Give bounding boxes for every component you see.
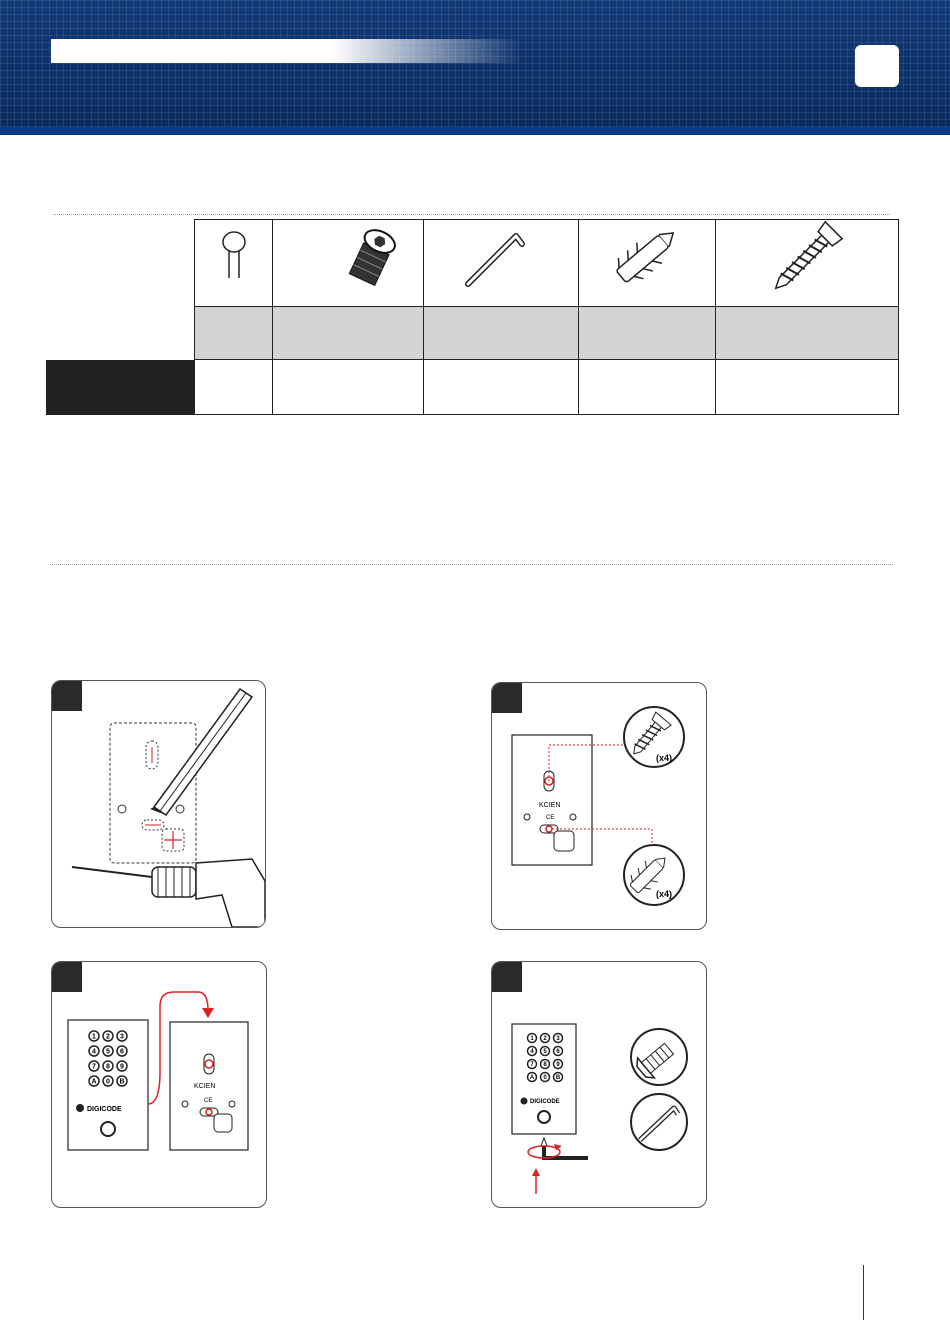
keypad-key-label: A bbox=[529, 1075, 535, 1082]
keypad-key-label: 4 bbox=[92, 1048, 96, 1056]
keypad-key-label: 1 bbox=[530, 1036, 534, 1043]
part-name-cell bbox=[273, 307, 424, 360]
part-quantity-cell bbox=[716, 360, 899, 415]
keypad-key-label: 8 bbox=[543, 1062, 547, 1069]
allen-key-icon bbox=[424, 220, 578, 306]
socket-screw-cell bbox=[273, 220, 424, 307]
keypad-key-label: 3 bbox=[556, 1036, 560, 1043]
wood-screw-icon bbox=[716, 220, 898, 306]
screw-quantity-label: (x4) bbox=[656, 753, 673, 763]
part-quantity-cell bbox=[424, 360, 579, 415]
step-2-panel bbox=[491, 682, 707, 930]
keypad-key-label: 2 bbox=[543, 1036, 547, 1043]
page-header bbox=[0, 0, 950, 135]
section-divider bbox=[53, 214, 890, 215]
keypad-key-label: 5 bbox=[106, 1048, 110, 1056]
keypad-key-label: 6 bbox=[556, 1049, 560, 1056]
parts-name-row bbox=[46, 307, 899, 360]
keypad-key-label: 0 bbox=[543, 1075, 547, 1082]
cert-label: CE bbox=[204, 1098, 213, 1104]
brand-label: KCIEN bbox=[539, 802, 561, 809]
keypad-key-label: 7 bbox=[92, 1063, 96, 1071]
part-quantity-cell bbox=[195, 360, 273, 415]
plug-quantity-label: (x4) bbox=[656, 889, 673, 899]
keypad-key-label: 9 bbox=[556, 1062, 560, 1069]
keypad-key-label: 4 bbox=[530, 1049, 534, 1056]
socket-screw-icon bbox=[273, 220, 423, 306]
header-bottom-stripe bbox=[0, 127, 950, 135]
cert-label: CE bbox=[546, 815, 555, 821]
keypad-brand-label: DIGICODE bbox=[530, 1099, 560, 1105]
keypad-key-label: 3 bbox=[120, 1033, 124, 1041]
part-name-cell bbox=[579, 307, 716, 360]
keypad-key-label: 0 bbox=[106, 1078, 110, 1086]
keypad-key-label: 7 bbox=[530, 1062, 534, 1069]
part-quantity-cell bbox=[273, 360, 424, 415]
step-4-panel bbox=[491, 961, 707, 1208]
parts-table bbox=[46, 219, 899, 415]
part-name-cell bbox=[716, 307, 899, 360]
parts-icon-row bbox=[46, 220, 899, 307]
keypad-key-label: 2 bbox=[106, 1033, 110, 1041]
wall-plug-icon bbox=[579, 220, 715, 306]
part-name-cell bbox=[195, 307, 273, 360]
step-3-panel bbox=[51, 961, 267, 1208]
page-number-rule bbox=[863, 1265, 864, 1320]
header-grid-pattern bbox=[0, 0, 950, 128]
keypad-key-label: A bbox=[91, 1078, 97, 1086]
varistor-cell bbox=[195, 220, 273, 307]
keypad-key-label: B bbox=[119, 1078, 125, 1086]
wood-screw-cell bbox=[716, 220, 899, 307]
varistor-icon bbox=[195, 220, 272, 306]
mount-keypad-icon bbox=[52, 962, 266, 1207]
fasten-with-allen-key-icon bbox=[492, 962, 706, 1207]
keypad-key-label: B bbox=[555, 1075, 561, 1082]
keypad-brand-label: DIGICODE bbox=[87, 1106, 122, 1113]
keypad-key-label: 5 bbox=[543, 1049, 547, 1056]
title-bar bbox=[51, 39, 521, 63]
keypad-key-label: 6 bbox=[120, 1048, 124, 1056]
quantity-row-header bbox=[46, 360, 195, 415]
part-name-cell bbox=[424, 307, 579, 360]
screws-and-plugs-icon bbox=[492, 683, 706, 929]
section-badge bbox=[855, 45, 899, 87]
keypad-key-label: 1 bbox=[92, 1033, 96, 1041]
keypad-key-label: 9 bbox=[120, 1063, 124, 1071]
step-1-panel bbox=[51, 680, 266, 928]
allen-key-cell bbox=[424, 220, 579, 307]
keypad-key-label: 8 bbox=[106, 1063, 110, 1071]
part-quantity-cell bbox=[579, 360, 716, 415]
section-divider bbox=[50, 564, 893, 565]
mark-and-drill-icon bbox=[52, 681, 265, 927]
wall-plug-cell bbox=[579, 220, 716, 307]
brand-label: KCIEN bbox=[194, 1083, 216, 1090]
parts-quantity-row bbox=[46, 360, 899, 415]
